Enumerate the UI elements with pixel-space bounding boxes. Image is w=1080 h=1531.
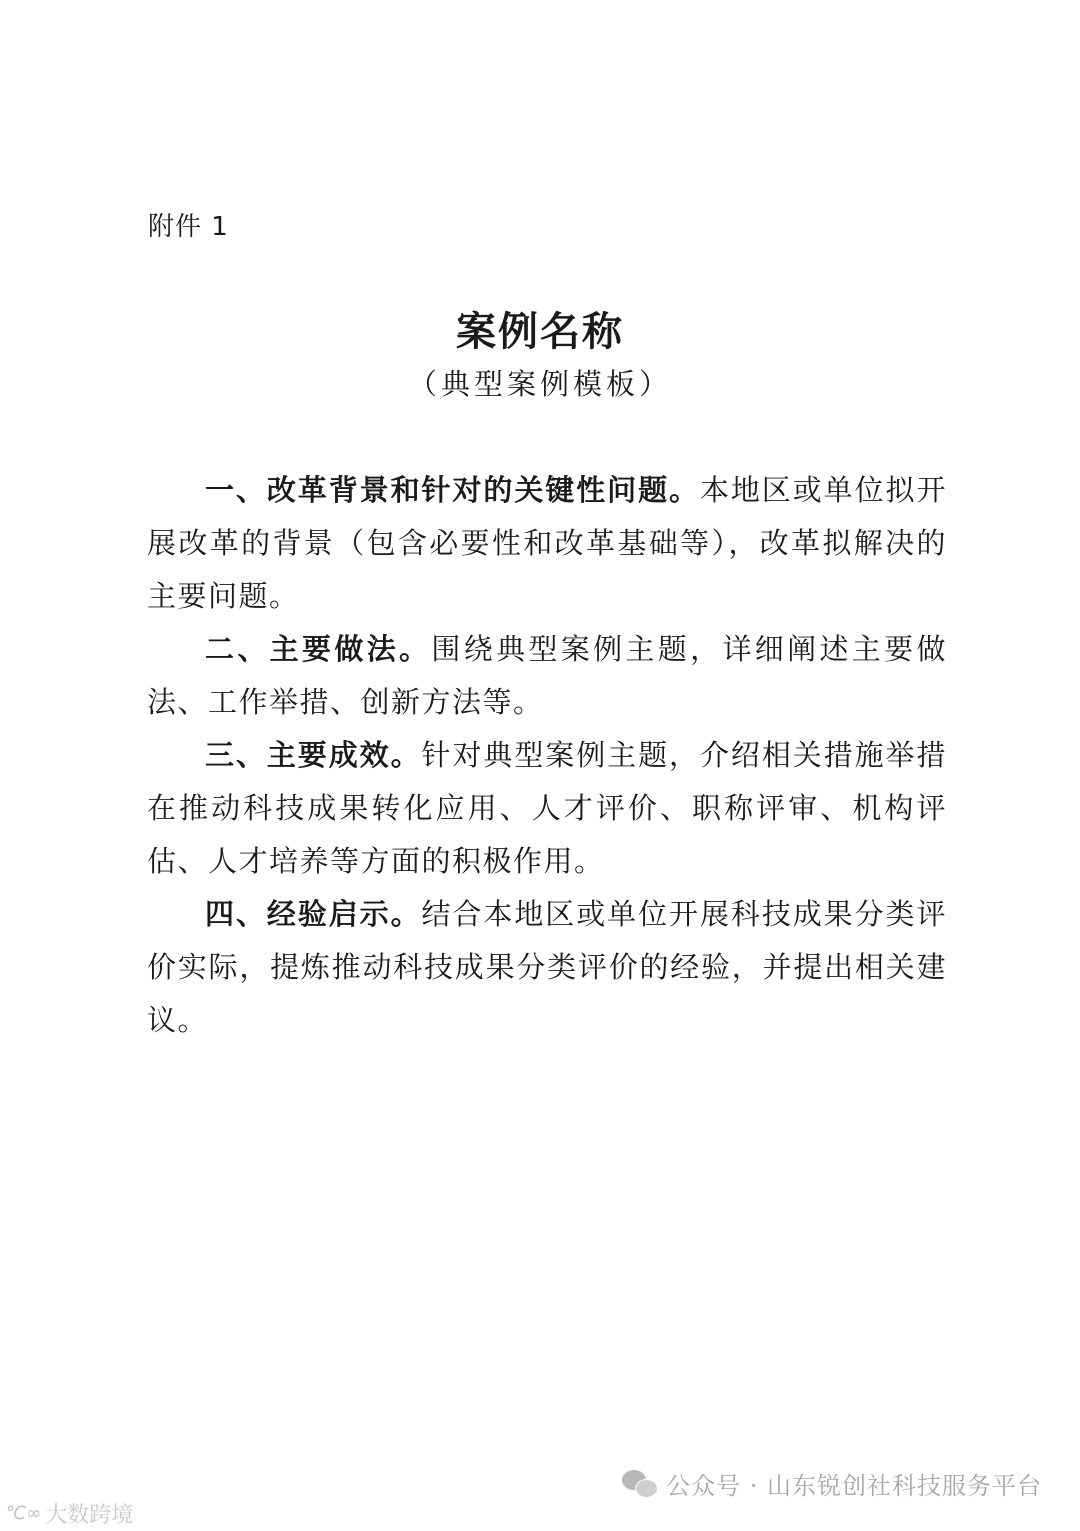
wechat-icon [622, 1470, 656, 1498]
section-1 [147, 464, 947, 623]
section-text: 结合本地区或单位开展科技成果分类评价实际，提炼推动科技成果分类评价的经验，并提出相关建议。 [147, 897, 947, 1037]
section-2 [147, 623, 947, 729]
section-text: 针对典型案例主题，介绍相关措施举措在推动科技成果转化应用、人才评价、职称评审、机构评估、人才培养等方面的积极作用。 [147, 738, 947, 878]
corner-logo: ℃∞ [6, 1503, 42, 1524]
section-heading: 三、主要成效。 [205, 738, 422, 772]
section-heading: 二、主要做法。 [205, 632, 432, 666]
section-text: 围绕典型案例主题，详细阐述主要做法、工作举措、创新方法等。 [147, 632, 947, 719]
wechat-watermark [622, 1466, 1042, 1501]
section-heading: 一、改革背景和针对的关键性问题。 [205, 473, 700, 507]
document-body [147, 464, 947, 1047]
section-text: 本地区或单位拟开展改革的背景（包含必要性和改革基础等），改革拟解决的主要问题。 [147, 473, 947, 613]
document-title: 案例名称 [456, 309, 624, 355]
section-4 [147, 888, 947, 1047]
section-heading: 四、经验启示。 [205, 897, 422, 931]
attachment-label: 附件 1 [148, 212, 229, 242]
corner-watermark [6, 1498, 133, 1529]
section-3 [147, 729, 947, 888]
watermark-text: 公众号 · 山东锐创社科技服务平台 [666, 1472, 1042, 1500]
document-subtitle: （典型案例模板） [407, 367, 672, 401]
corner-text: 大数跨境 [45, 1503, 134, 1528]
